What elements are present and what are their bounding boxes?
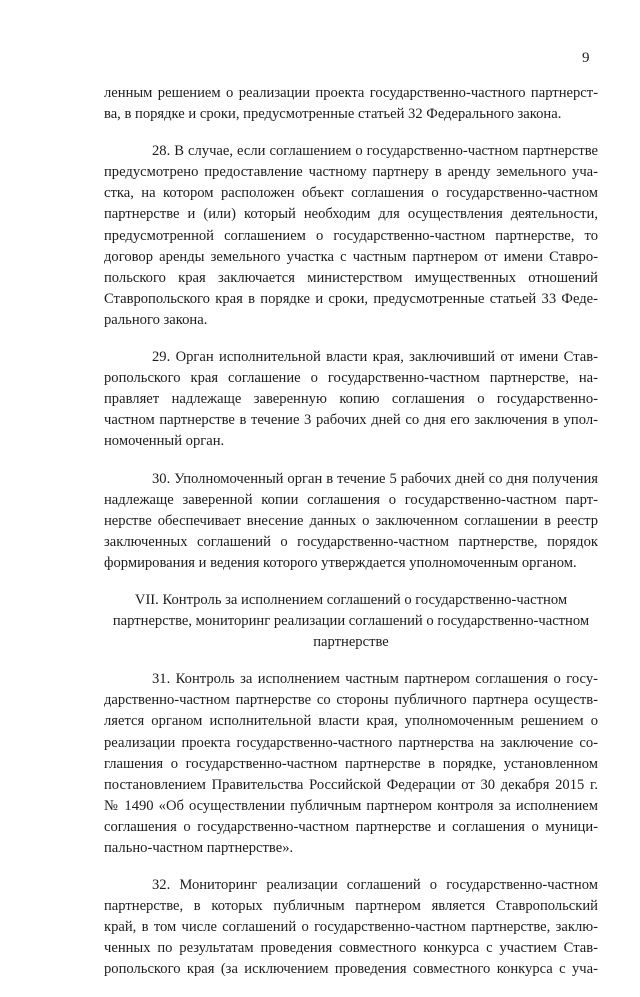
paragraph-continuation bbox=[104, 83, 598, 125]
text-line: край, в том числе соглашений о государственно-частном партнерстве, заклю- bbox=[104, 919, 598, 936]
paragraph-28 bbox=[104, 141, 598, 331]
text-line: партнерстве и (или) который необходим для осуществления деятельности, bbox=[104, 206, 598, 223]
text-line: ляется органом исполнительной власти края, уполномоченным решением о bbox=[104, 713, 598, 730]
text-line: партнерстве, в которых публичным партнером является Ставропольский bbox=[104, 898, 598, 915]
text-line: 31. Контроль за исполнением частным партнером соглашения о госу- bbox=[152, 671, 598, 688]
text-line: пально-частном партнерстве». bbox=[104, 840, 294, 856]
text-line: ропольского края соглашение о государственно-частном партнерстве, на- bbox=[104, 370, 598, 387]
paragraph-32 bbox=[104, 875, 598, 980]
text-line: соглашения о государственно-частном партнерстве и соглашения о муници- bbox=[104, 818, 598, 835]
paragraph-30 bbox=[104, 469, 598, 574]
text-line: польского края заключается министерством имущественных отношений bbox=[104, 269, 598, 286]
text-line: правляет надлежаще заверенную копию соглашения о государственно- bbox=[104, 391, 598, 408]
text-line: предусмотренной соглашением о государственно-частном партнерстве, то bbox=[104, 227, 598, 244]
text-line: ропольского края (за исключением проведения совместного конкурса с уча- bbox=[104, 961, 598, 978]
text-line: реализации проекта государственно-частного партнерства на заключение со- bbox=[104, 734, 598, 751]
text-line: стка, на котором расположен объект соглашения о государственно-частном bbox=[104, 185, 598, 202]
text-line: постановлением Правительства Российской Федерации от 30 декабря 2015 г. bbox=[104, 776, 598, 793]
text-line: ва, в порядке и сроки, предусмотренные статьей 32 Федерального закона. bbox=[104, 106, 562, 123]
text-line: номоченный орган. bbox=[104, 433, 225, 450]
text-line: заключенных соглашений о государственно-частном партнерстве, порядок bbox=[104, 533, 598, 550]
heading-line: VII. Контроль за исполнением соглашений о государственно-частном bbox=[134, 591, 568, 608]
text-line: рального закона. bbox=[104, 311, 208, 328]
text-line: глашения о государственно-частном партнерстве в порядке, установленном bbox=[104, 755, 598, 772]
text-line: 28. В случае, если соглашением о государственно-частном партнерстве bbox=[152, 143, 598, 160]
text-line: 30. Уполномоченный орган в течение 5 рабочих дней со дня получения bbox=[152, 470, 598, 487]
text-line: нерстве обеспечивает внесение данных о заключенном соглашении в реестр bbox=[104, 512, 598, 529]
text-line: надлежаще заверенной копии соглашения о государственно-частном парт- bbox=[104, 491, 598, 508]
document-body bbox=[104, 83, 598, 997]
text-line: № 1490 «Об осуществлении публичным партнером контроля за исполнением bbox=[104, 797, 598, 814]
text-line: ленным решением о реализации проекта государственно-частного партнерст- bbox=[104, 85, 598, 101]
paragraph-29 bbox=[104, 347, 598, 452]
text-line: предусмотрено предоставление частному партнеру в аренду земельного уча- bbox=[104, 164, 598, 181]
heading-line: партнерстве bbox=[313, 634, 389, 651]
text-line: 29. Орган исполнительной власти края, заключивший от имени Став- bbox=[152, 349, 598, 366]
page-number: 9 bbox=[582, 50, 590, 66]
text-line: договор аренды земельного участка с частным партнером от имени Ставро- bbox=[104, 248, 598, 265]
text-line: частном партнерстве в течение 3 рабочих дней со дня его заключения в упол- bbox=[104, 412, 598, 429]
text-line: Ставропольского края в порядке и сроки, предусмотренные статьей 33 Феде- bbox=[104, 290, 598, 307]
text-line: 32. Мониторинг реализации соглашений о государственно-частном bbox=[152, 877, 598, 894]
paragraph-31 bbox=[104, 669, 598, 859]
text-line: дарственно-частном партнерстве со стороны публичного партнера осуществ- bbox=[104, 692, 598, 709]
section-heading bbox=[104, 590, 598, 653]
heading-line: партнерстве, мониторинг реализации соглашений о государственно-частном bbox=[112, 613, 590, 630]
text-line: ченных по результатам проведения совместного конкурса с участием Став- bbox=[104, 940, 598, 957]
text-line: формирования и ведения которого утверждается уполномоченным органом. bbox=[104, 554, 577, 571]
